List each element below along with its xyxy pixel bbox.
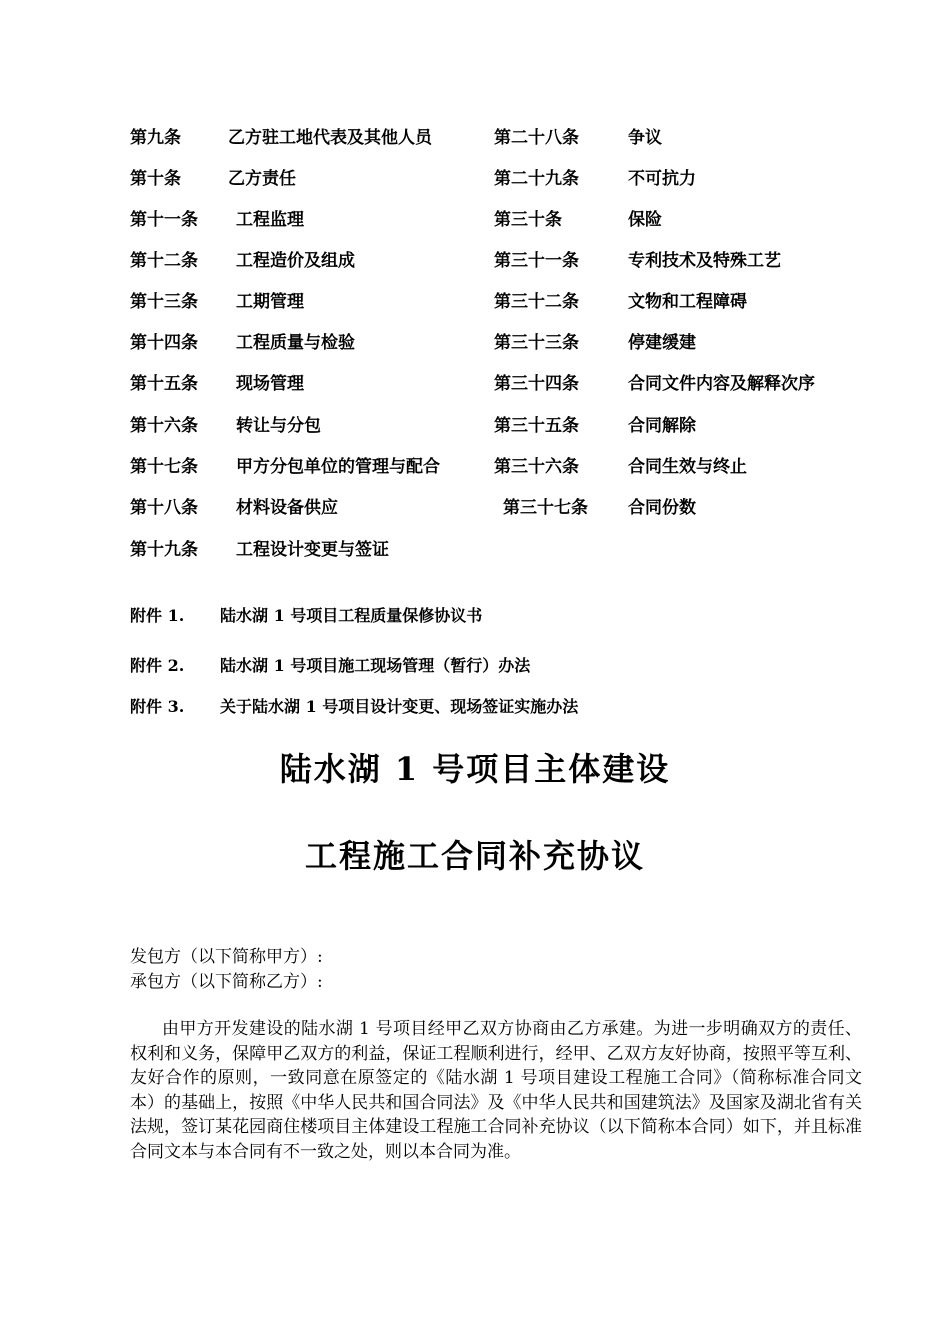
toc-article-number: 第十九条 (130, 540, 198, 560)
toc-article-number: 第三十六条 (494, 457, 579, 477)
toc-article-number: 第十七条 (130, 457, 198, 477)
preamble-paragraph: 由甲方开发建设的陆水湖 1 号项目经甲乙双方协商由乙方承建。为进一步明确双方的责任、权利和义务，保障甲乙双方的利益，保证工程顺利进行，经甲、乙双方友好协商，按照平等互利、友好合作的原则，一致同意在原签定的《陆水湖 1 号项目建设工程施工合同》（简称标准合同文本）的基础上，按照《中华人民共和国合同法》及《中华人民共和国建筑法》及国家及湖北省有关法规，签订某花园商住楼项目主体建设工程施工合同补充协议（以下简称本合同）如下，并且标准合同文本与本合同有不一致之处，则以本合同为准。 (130, 1019, 862, 1162)
toc-article-title: 保险 (628, 210, 662, 230)
toc-article-title: 现场管理 (236, 374, 304, 394)
annex-title: 关于陆水湖 1 号项目设计变更、现场签证实施办法 (220, 697, 579, 716)
toc-article-number: 第三十四条 (494, 374, 579, 394)
toc-article-title: 不可抗力 (628, 169, 696, 189)
toc-article-number: 第二十九条 (494, 169, 579, 189)
toc-article-title: 合同文件内容及解释次序 (628, 374, 815, 394)
toc-article-title: 争议 (628, 128, 662, 148)
toc-article-number: 第十八条 (130, 498, 198, 518)
toc-article-number: 第十六条 (130, 416, 198, 436)
toc-article-title: 乙方责任 (228, 169, 296, 189)
toc-article-number: 第三十一条 (494, 251, 579, 271)
toc-article-number: 第三十二条 (494, 292, 579, 312)
toc-article-title: 合同生效与终止 (628, 457, 747, 477)
annex-label: 附件 2. (130, 656, 185, 675)
annex-label: 附件 3. (130, 697, 185, 716)
toc-article-title: 合同解除 (628, 416, 696, 436)
toc-article-title: 乙方驻工地代表及其他人员 (228, 128, 432, 148)
toc-article-number: 第三十三条 (494, 333, 579, 353)
toc-article-title: 转让与分包 (236, 416, 321, 436)
toc-article-title: 合同份数 (628, 498, 696, 518)
toc-article-number: 第十五条 (130, 374, 198, 394)
toc-article-title: 停建缓建 (628, 333, 696, 353)
toc-article-number: 第十四条 (130, 333, 198, 353)
toc-article-title: 工程质量与检验 (236, 333, 355, 353)
toc-article-title: 材料设备供应 (236, 498, 338, 518)
toc-article-title: 工期管理 (236, 292, 304, 312)
toc-article-title: 文物和工程障碍 (628, 292, 747, 312)
toc-article-title: 甲方分包单位的管理与配合 (236, 457, 440, 477)
toc-article-number: 第十二条 (130, 251, 198, 271)
toc-article-title: 工程造价及组成 (236, 251, 355, 271)
toc-article-title: 工程设计变更与签证 (236, 540, 389, 560)
toc-article-title: 专利技术及特殊工艺 (628, 251, 781, 271)
toc-article-title: 工程监理 (236, 210, 304, 230)
party-a-line: 发包方（以下简称甲方）: (130, 947, 323, 967)
annex-label: 附件 1. (130, 606, 185, 625)
toc-article-number: 第三十七条 (503, 498, 588, 518)
toc-article-number: 第二十八条 (494, 128, 579, 148)
annex-title: 陆水湖 1 号项目施工现场管理（暂行）办法 (220, 656, 531, 675)
toc-article-number: 第十三条 (130, 292, 198, 312)
toc-article-number: 第三十五条 (494, 416, 579, 436)
annex-title: 陆水湖 1 号项目工程质量保修协议书 (220, 606, 483, 625)
document-title-line-2: 工程施工合同补充协议 (304, 837, 645, 875)
toc-article-number: 第九条 (130, 128, 181, 148)
document-title-line-1: 陆水湖 1 号项目主体建设 (279, 750, 671, 788)
party-b-line: 承包方（以下简称乙方）: (130, 972, 323, 992)
toc-article-number: 第三十条 (494, 210, 562, 230)
toc-article-number: 第十条 (130, 169, 181, 189)
toc-article-number: 第十一条 (130, 210, 198, 230)
